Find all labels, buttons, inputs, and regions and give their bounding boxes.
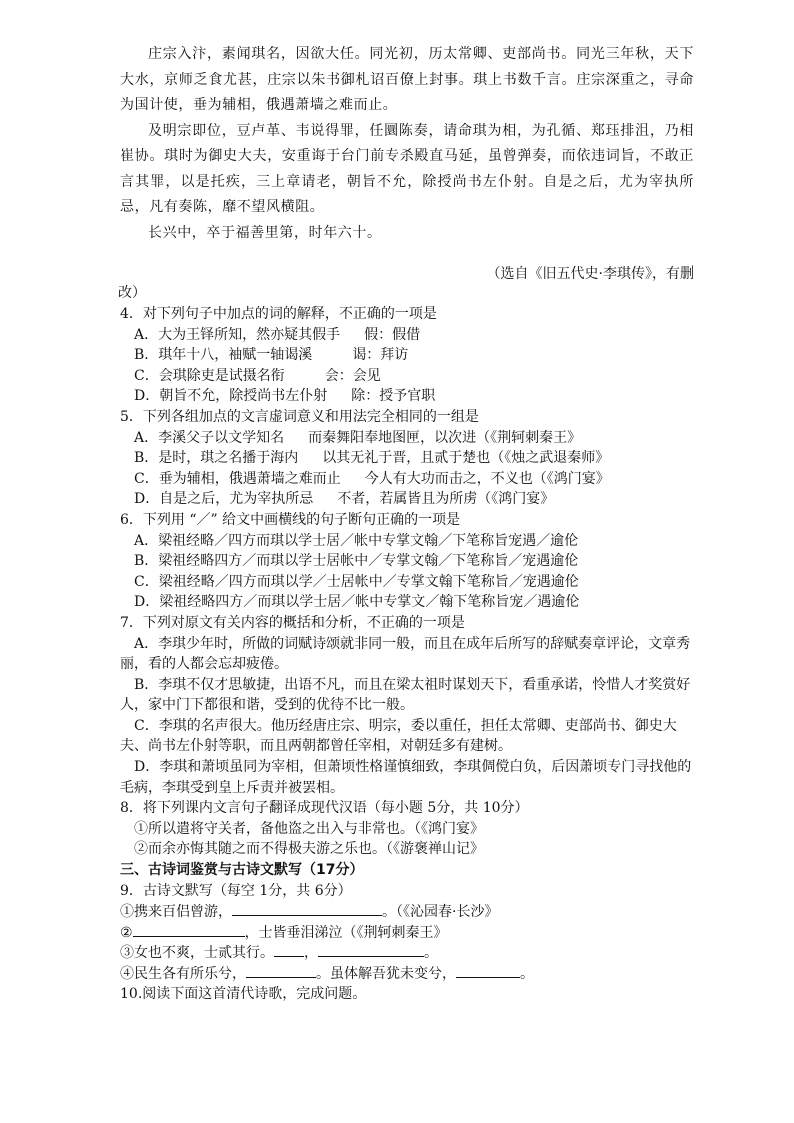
passage-paragraph: 长兴中，卒于福善里第，时年六十。: [148, 224, 382, 241]
option-gloss: 会：会见: [324, 367, 381, 384]
question-8-item: ①所以遣将守关者，备他盗之出入与非常也。（《鸿门宴》: [134, 820, 484, 837]
option-text: D．朝旨不允，除授尚书左仆射: [134, 388, 328, 405]
classical-passage: [120, 42, 694, 246]
question-5-option: [120, 448, 694, 469]
questions: [120, 304, 694, 1004]
question-9-line: [120, 922, 694, 943]
option-text: B．琪年十八，袖赋一轴谒溪: [134, 347, 313, 364]
passage-paragraph: 庄宗入汴，素闻琪名，因欲大任。同光初，历太常卿、吏部尚书。同光三年秋，天下大水，京师乏食尤甚，庄宗以朱书御札诏百僚上封事。琪上书数千言。庄宗深重之，寻命为国计使，垂为辅相，俄遇萧墙之难而止。: [120, 46, 694, 113]
question-7-option: D．李琪和萧顷虽同为宰相，但萧顷性格谨慎细致，李琪倜傥白负，后因萧顷专门寻找他的毛病，李琪受到皇上斥责并被罢相。: [120, 759, 692, 796]
option-compare: 不者，若属皆且为所虏（《鸿门宴》: [337, 491, 555, 508]
option-text: A．李溪父子以文学知名: [134, 429, 285, 446]
question-4-option: [120, 325, 694, 346]
line-text: ③女也不爽，士贰其行。: [120, 945, 274, 962]
option-text: D．自是之后，尤为宰执所忌: [134, 491, 314, 508]
option-text: A．大为王铎所知，然亦疑其假手: [134, 326, 341, 343]
question-4-option: [120, 345, 694, 366]
line-text: ，士皆垂泪涕泣（《荆轲刺秦王》: [244, 924, 448, 941]
answer-blank[interactable]: [456, 963, 520, 978]
passage-paragraph: 及明宗即位，豆卢革、韦说得罪，任圜陈奏，请命琪为相，为孔循、郑珏排沮，乃相崔协。琪时为御史大夫，安重诲于台门前专杀殿直马延，虽曾弹奏，而依违词旨，不敢正言其罪，以是托疾，三上章请老，朝旨不允，除授尚书左仆射。自是之后，尤为宰执所忌，凡有奏陈，靡不望风横阻。: [120, 122, 694, 215]
answer-blank[interactable]: [318, 942, 424, 957]
question-4-option: [120, 386, 694, 407]
question-7-option: C．李琪的名声很大。他历经唐庄宗、明宗，委以重任，担任太常卿、吏部尚书、御史大夫、尚书左仆射等职，而且两朝都曾任宰相，对朝廷多有建树。: [120, 717, 677, 755]
line-text: ，: [304, 945, 318, 962]
question-5-option: [120, 489, 694, 510]
question-6-option: A．梁祖经略／四方而琪以学士居／帐中专掌文翰／下笔称旨宠遇／逾伦: [134, 532, 579, 549]
question-9-line: [120, 942, 694, 963]
option-compare: 今人有大功而击之，不义也（《鸿门宴》: [364, 470, 610, 487]
question-8-stem: 8．将下列课内文言句子翻译成现代汉语（每小题 5分，共 10分）: [120, 800, 529, 817]
question-10-stem: 10.阅读下面这首清代诗歌，完成问题。: [120, 985, 367, 1002]
section-heading: 三、古诗词鉴赏与古诗文默写（17分）: [120, 862, 364, 879]
answer-blank[interactable]: [232, 901, 382, 916]
question-6-option: D．梁祖经略四方／而琪以学士居／帐中专掌文／翰下笔称旨宠／遇逾伦: [134, 594, 580, 611]
question-5-option: [120, 469, 694, 490]
option-text: C．会琪除吏是试摄名衔: [134, 367, 285, 384]
line-text: 。: [520, 966, 534, 982]
question-9-line: [120, 901, 694, 922]
question-6-stem: 6．下列用 “／” 给文中画横线的句子断句正确的一项是: [120, 511, 461, 528]
line-text: 。: [424, 945, 438, 962]
question-9-stem: 9．古诗文默写（每空 1分，共 6分）: [120, 882, 352, 899]
option-text: C．垂为辅相，俄遇萧墙之难而止: [134, 470, 341, 487]
line-text: 。虽体解吾犹未变兮，: [316, 966, 456, 982]
question-6-option: C．梁祖经略／四方而琪以学／士居帐中／专掌文翰下笔称旨／宠遇逾伦: [134, 573, 579, 590]
source-line: （选自《旧五代史·李琪传》，有删: [486, 266, 694, 282]
line-text: ①携来百侣曾游，: [120, 904, 232, 921]
question-5-stem: 5．下列各组加点的文言虚词意义和用法完全相同的一组是: [120, 408, 479, 425]
option-text: B．是时，琪之名播于海内: [134, 450, 299, 467]
option-gloss: 假：假借: [364, 326, 421, 343]
question-8-item: ②而余亦悔其随之而不得极夫游之乐也。（《游褒禅山记》: [134, 841, 484, 858]
source-line: 改）: [118, 285, 146, 301]
answer-blank[interactable]: [246, 963, 316, 978]
line-text: 。（《沁园春·长沙》: [382, 904, 499, 921]
question-9-line: [120, 963, 694, 984]
option-gloss: 谒：拜访: [352, 347, 409, 364]
question-4-stem: 4．对下列句子中加点的词的解释，不正确的一项是: [120, 306, 437, 322]
question-7-stem: 7．下列对原文有关内容的概括和分析，不正确的一项是: [120, 614, 465, 631]
question-6-option: B．梁祖经略四方／而琪以学士居帐中／专掌文翰／下笔称旨／宠遇逾伦: [134, 553, 579, 570]
line-text: ②: [120, 924, 133, 941]
option-compare: 而秦舞阳奉地图匣，以次进（《荆轲刺秦王》: [308, 429, 582, 446]
answer-blank[interactable]: [133, 922, 245, 937]
question-5-option: [120, 428, 694, 449]
question-4-option: [120, 366, 694, 387]
passage-source: [120, 262, 694, 306]
question-7-option: A．李琪少年时，所做的词赋诗颂就非同一般，而且在成年后所写的辞赋奏章评论，文章秀丽，看的人都会忘却疲倦。: [120, 635, 691, 673]
answer-blank[interactable]: [274, 942, 304, 957]
option-gloss: 除：授予官职: [351, 388, 436, 405]
line-text: ④民生各有所乐兮，: [120, 966, 246, 982]
question-7-option: B．李琪不仅才思敏捷，出语不凡，而且在梁太祖时谋划天下，看重承诺，怜惜人才奖赏好人，家中门下都很和谐，受到的优待不比一般。: [120, 676, 691, 714]
option-compare: 以其无礼于晋，且贰于楚也（《烛之武退秦师》: [322, 450, 610, 467]
